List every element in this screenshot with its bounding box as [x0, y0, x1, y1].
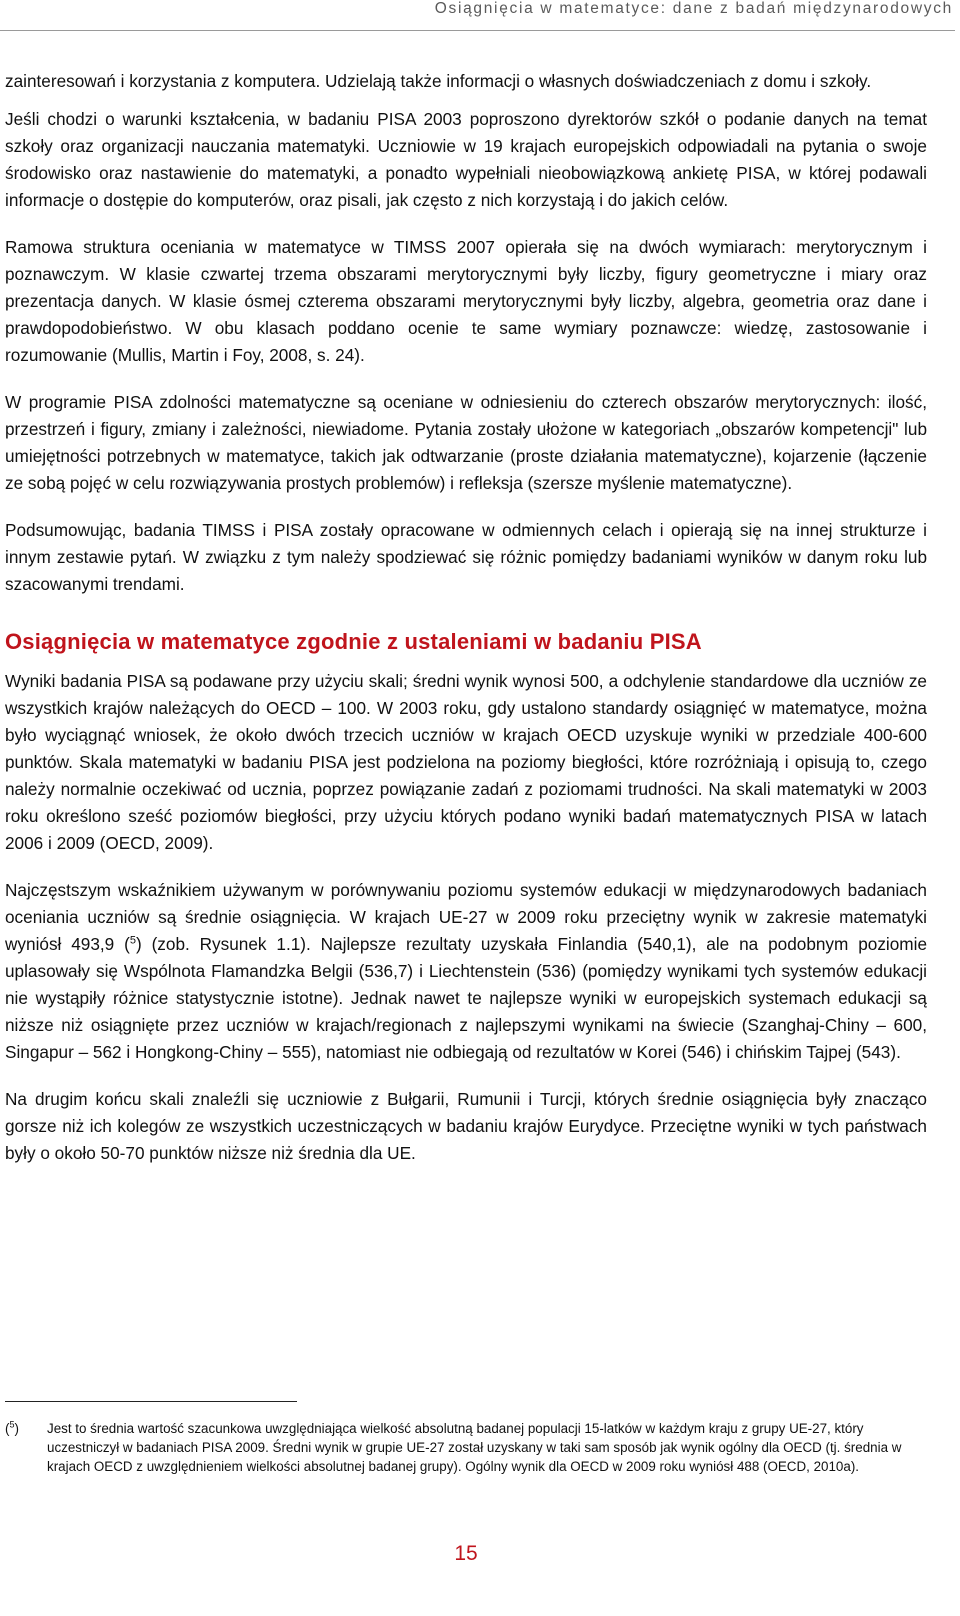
- paragraph-summary: Podsumowując, badania TIMSS i PISA zostały opracowane w odmiennych celach i opierają się na innej strukturze i innym zestawie pytań. W związku z tym należy spodziewać się różnic pomiędzy badaniami wyników w danym roku lub szacowanymi trendami.: [5, 520, 927, 594]
- footnote-marker: [5, 1420, 19, 1439]
- footnote-text: Jest to średnia wartość szacunkowa uwzględniająca wielkość absolutną badanej populacji 15-latków w każdym kraju z grupy UE-27, który uczestniczył w badaniach PISA 2009. Średni wynik w grupie UE-27 został uzyskany w taki sam sposób jak wynik ogólny dla OECD (tj. średnia w krajach OECD z uwzględnieniem wielkości absolutnej badanej grupy). Ogólny wynik dla OECD w 2009 roku wyniósł 488 (OECD, 2010a).: [47, 1421, 902, 1474]
- main-content: [5, 68, 927, 1167]
- paragraph-average-results: [5, 877, 927, 1066]
- footnote-reference: 5: [129, 934, 136, 947]
- paragraph-pisa-scale: Wyniki badania PISA są podawane przy użyciu skali; średni wynik wynosi 500, a odchylenie standardowe dla uczniów ze wszystkich krajów należących do OECD – 100. W 2003 roku, gdy ustalono standardy osiągnięć w matematyce, można było wyciągnąć wniosek, że około dwóch trzecich uczniów w krajach OECD uzyskuje wyniki w przedziale 400-600 punktów. Skala matematyki w badaniu PISA jest podzielona na poziomy biegłości, które rozróżniają i opisują to, czego należy normalnie oczekiwać od ucznia, poprzez powiązanie zadań z poziomami trudności. Na skali matematyki w 2003 roku określono sześć poziomów biegłości, przy użyciu których podano wyniki badań matematycznych PISA w latach 2006 i 2009 (OECD, 2009).: [5, 671, 927, 853]
- running-header-title: Osiągnięcia w matematyce: dane z badań międzynarodowych: [434, 0, 953, 17]
- header-rule: [0, 30, 955, 31]
- paragraph-intro-continuation: zainteresowań i korzystania z komputera. Udzielają także informacji o własnych doświadczeniach z domu i szkoły.: [5, 71, 872, 91]
- page-number: 15: [454, 1542, 478, 1565]
- running-header: [0, 0, 955, 30]
- paragraph-lowest-results: Na drugim końcu skali znaleźli się uczniowie z Bułgarii, Rumunii i Turcji, których średnie osiągnięcia były znacząco gorsze niż ich kolegów ze wszystkich uczestniczących w badaniu krajów Eurydyce. Przeciętne wyniki w tych państwach były o około 50-70 punktów niższe niż średnia dla UE.: [5, 1089, 927, 1163]
- paragraph-timss-framework: Ramowa struktura oceniania w matematyce w TIMSS 2007 opierała się na dwóch wymiarach: merytorycznym i poznawczym. W klasie czwartej trzema obszarami merytorycznymi były liczby, figury geometryczne i miary oraz prezentacja danych. W klasie ósmej czterema obszarami merytorycznymi były liczby, algebra, geometria oraz dane i prawdopodobieństwo. W obu klasach poddano ocenie te same wymiary poznawcze: wiedzę, zastosowanie i rozumowanie (Mullis, Martin i Foy, 2008, s. 24).: [5, 237, 927, 365]
- paragraph-pisa-framework: W programie PISA zdolności matematyczne są oceniane w odniesieniu do czterech obszarów merytorycznych: ilość, przestrzeń i figury, zmiany i zależności, niewiadome. Pytania zostały ułożone w kategoriach „obszarów kompetencji" lub umiejętności potrzebnych w matematyce, takich jak odtwarzanie (proste działania matematyczne), kojarzenie (łączenie ze sobą pojęć w celu rozwiązywania prostych problemów) i refleksja (szersze myślenie matematyczne).: [5, 392, 927, 493]
- footnote: [5, 1420, 925, 1476]
- paragraph-learning-conditions: Jeśli chodzi o warunki kształcenia, w badaniu PISA 2003 poproszono dyrektorów szkół o podanie danych na temat szkoły oraz organizacji nauczania matematyki. Uczniowie w 19 krajach europejskich odpowiadali na pytania o swoje środowisko oraz nastawienie do matematyki, a ponadto wypełniali nieobowiązkową ankietę PISA, w której podawali informacje o dostępie do komputerów, oraz pisali, jak często z nich korzystają i do jakich celów.: [5, 109, 927, 210]
- paragraph-average-results-part1: Najczęstszym wskaźnikiem używanym w porównywaniu poziomu systemów edukacji w międzynarodowych badaniach oceniania uczniów są średnie osiągnięcia. W krajach UE-27 w 2009 roku przeciętny wynik w zakresie matematyki wyniósł 493,9 (: [5, 880, 927, 954]
- section-heading: Osiągnięcia w matematyce zgodnie z ustaleniami w badaniu PISA: [5, 629, 702, 654]
- paragraph-average-results-part2: ) (zob. Rysunek 1.1). Najlepsze rezultaty uzyskała Finlandia (540,1), ale na podobnym poziomie uplasowały się Wspólnota Flamandzka Belgii (536,7) i Liechtenstein (536) (pomiędzy wynikami tych systemów edukacji nie wystąpiły różnice statystycznie istotne). Jednak nawet te najlepsze wyniki w europejskich systemach edukacji są niższe niż osiągnięte przez uczniów w krajach/regionach z najlepszymi wynikami na świecie (Szanghaj-Chiny – 600, Singapur – 562 i Hongkong-Chiny – 555), natomiast nie odbiegają od rezultatów w Korei (546) i chińskim Tajpej (543).: [5, 934, 928, 1062]
- footnote-number: 5: [9, 1419, 15, 1430]
- footnote-open-paren: (: [5, 1421, 10, 1436]
- footnote-close-paren: ): [14, 1421, 19, 1436]
- footnote-separator: [5, 1401, 297, 1402]
